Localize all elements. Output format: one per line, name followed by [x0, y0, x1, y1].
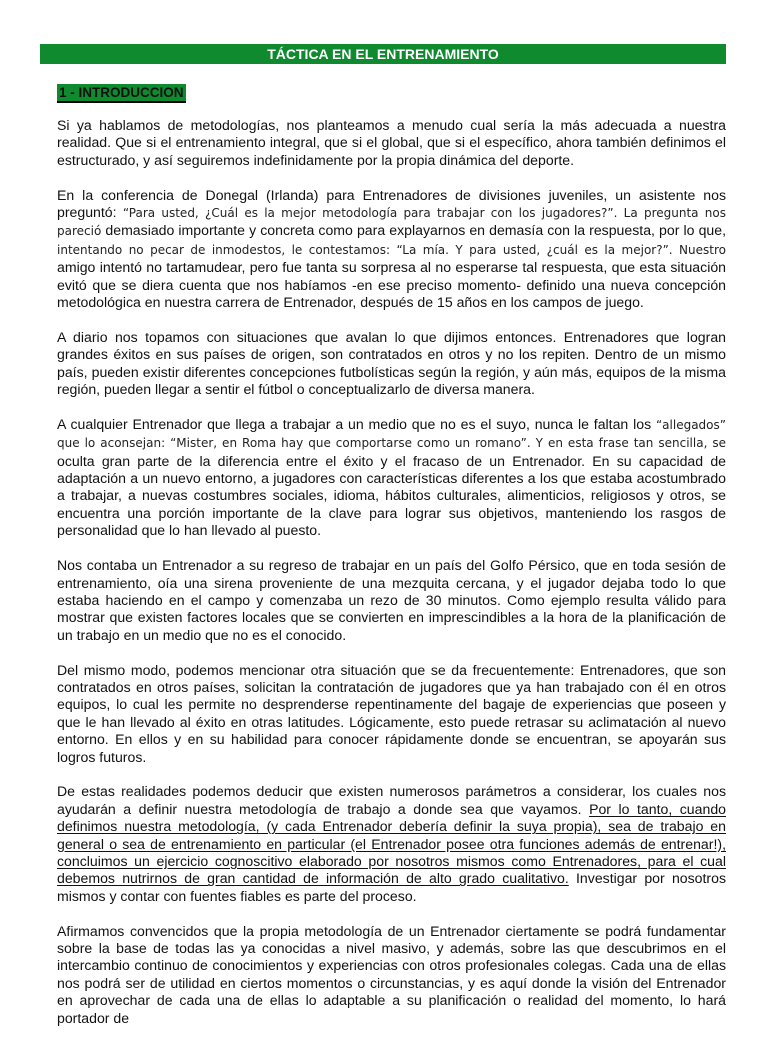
paragraph-4	[57, 416, 726, 540]
quoted-answer: intentando no pecar de inmodestos, le contestamos: “La mía. Y para usted, ¿cuál es la mejor?”. Nuestro	[57, 242, 726, 257]
paragraph-2-text: amigo intentó no tartamudear, pero fue tanta su sorpresa al no esperarse tal respuesta, que esta situación evitó que se diera cuenta que nos habíamos -en ese preciso momento- definido una nueva concepción metodológica en nuestra carrera de Entrenador, después de 15 años en los campos de juego.	[57, 259, 726, 311]
paragraph-1: Si ya hablamos de metodologías, nos planteamos a menudo cual sería la más adecuada a nuestra realidad. Que si el entrenamiento integral, que si el global, que si el específico, ahora también definimos el estructurado, y así seguiremos indefinidamente por la propia dinámica del deporte.	[57, 117, 726, 168]
paragraph-8: Afirmamos convencidos que la propia metodología de un Entrenador ciertamente se podrá fundamentar sobre la base de todas las ya conocidas a nivel masivo, y además, sobre las que descubrimos en el intercambio continuo de conocimientos y experiencias con otros profesionales colegas. Cada una de ellas nos podrá ser de utilidad en ciertos momentos o circunstancias, y es aquí donde la visión del Entrenador en aprovechar de cada una de ellas lo adaptable a su planificación o realidad del momento, lo hará portador de	[57, 922, 726, 1026]
paragraph-7-text: Investigar por nosotros mismos y contar con fuentes fiables es parte del proceso.	[57, 870, 726, 904]
paragraph-3: A diario nos topamos con situaciones que avalan lo que dijimos entonces. Entrenadores que logran grandes éxitos en sus países de origen, son contratados en otros y no los repiten. Dentro de un mismo país, pueden existir diferentes concepciones futbolísticas según la región, y aún más, equipos de la misma región, pueden llegar a sentir el fútbol o conceptualizarlo de diversa manera.	[57, 328, 726, 398]
underlined-passage: Por lo tanto, cuando definimos nuestra metodología, (y cada Entrenador debería definir la suya propia), sea de trabajo en general o sea de entrenamiento en particular (el Entrenador posee otra funciones además de entrenar!), concluimos un ejercicio cognoscitivo elaborado por nosotros mismos como Entrenadores, para el cual debemos nutrirnos de gran cantidad de información de alto grado cualitativo.	[57, 800, 726, 887]
paragraph-7	[57, 783, 726, 905]
document-title: TÁCTICA EN EL ENTRENAMIENTO	[40, 44, 726, 64]
paragraph-2-text: demasiado importante y concreta como para explayarnos en demasía con la respuesta, por lo que,	[101, 222, 726, 239]
paragraph-7-text: De estas realidades podemos deducir que existen numerosos parámetros a considerar, los cuales nos ayudarán a definir nuestra metodología de trabajo a donde sea que vayamos.	[57, 783, 726, 817]
paragraph-4-text: oculta gran parte de la diferencia entre el éxito y el fracaso de un Entrenador. En su capacidad de adaptación a un nuevo entorno, a jugadores con características diferentes a los que estaba acostumbrado a trabajar, a nuevas costumbres sociales, idioma, hábitos culturales, alimenticios, religiosos y otros, se encuentra una porción importante de la clave para lograr sus objetivos, manteniendo los rasgos de personalidad que lo han llevado al puesto.	[57, 452, 726, 539]
paragraph-6: Del mismo modo, podemos mencionar otra situación que se da frecuentemente: Entrenadores, que son contratados en otros países, solicitan la contratación de jugadores que ya han trabajado con él en otros equipos, lo cual les permite no desprenderse repentinamente del bagaje de experiencias que poseen y que le han llevado al éxito en otras latitudes. Lógicamente, esto puede retrasar su aclimatación al nuevo entorno. En ellos y en su habilidad para conocer rápidamente donde se encuentran, se apoyarán sus logros futuros.	[57, 661, 726, 765]
paragraph-2-text: En la conferencia de Donegal (Irlanda) para Entrenadores de divisiones juveniles, un asistente nos preguntó:	[57, 186, 726, 221]
document-body	[57, 117, 726, 1044]
paragraph-2	[57, 187, 726, 312]
paragraph-5: Nos contaba un Entrenador a su regreso de trabajar en un país del Golfo Pérsico, que en toda sesión de entrenamiento, oía una sirena proveniente de una mezquita cercana, y el jugador dejaba todo lo que estaba haciendo en el campo y comenzaba un rezo de 30 minutos. Como ejemplo resulta válido para mostrar que existen factores locales que se convierten en imprescindibles a la hora de la planificación de un trabajo en un medio que no es el conocido.	[57, 557, 726, 643]
paragraph-4-text: A cualquier Entrenador que llega a trabajar a un medio que no es el suyo, nunca le faltan los	[57, 415, 656, 432]
quoted-advice: “allegados” que lo aconsejan: “Mister, en Roma hay que comportarse como un romano”. Y en esta frase tan sencilla, se	[57, 417, 726, 451]
quoted-question: “Para usted, ¿Cuál es la mejor metodología para trabajar con los jugadores?”. La pregunta nos pareció	[57, 206, 726, 239]
section-heading: 1 - INTRODUCCION	[57, 84, 186, 103]
